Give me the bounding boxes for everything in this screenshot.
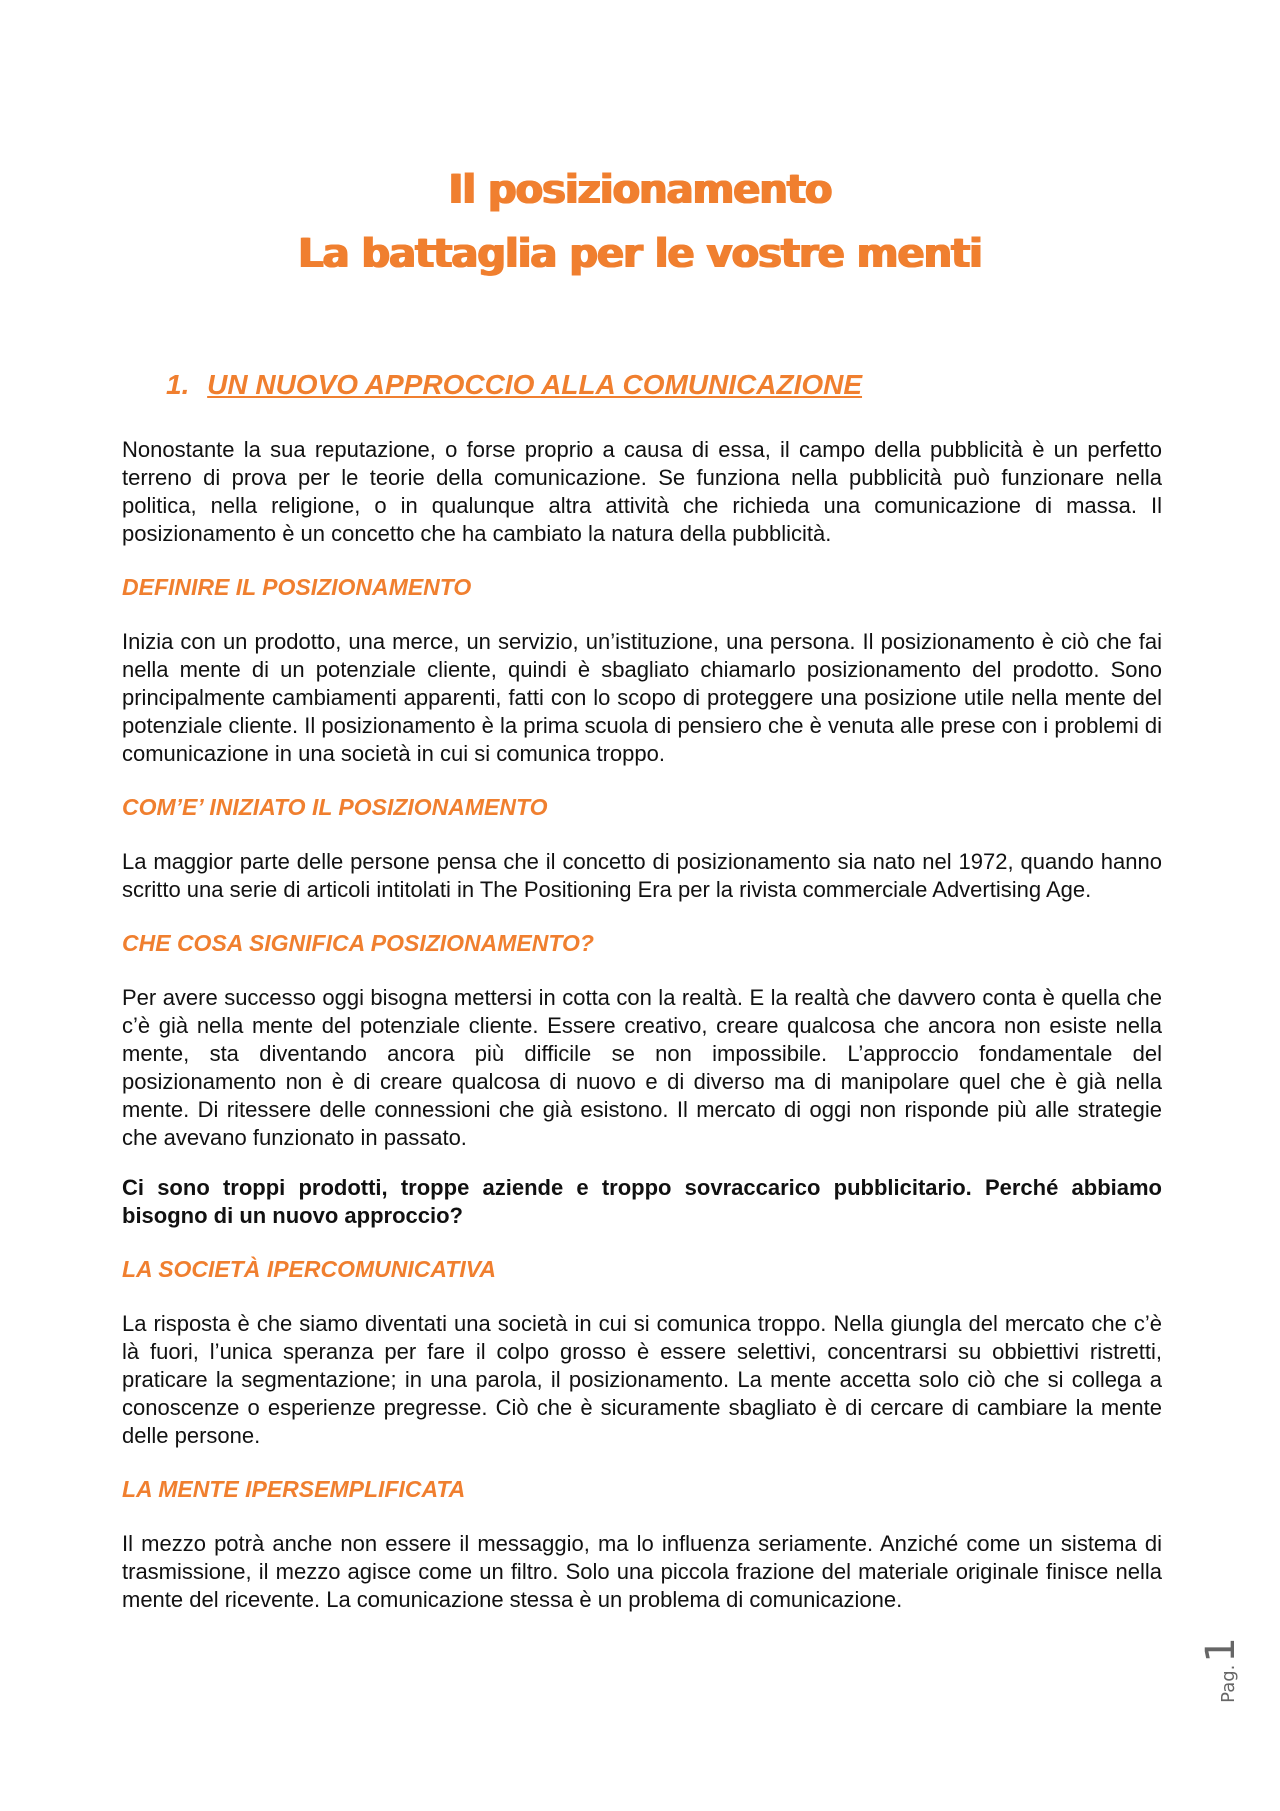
title-line-1: Il posizionamento <box>448 167 832 213</box>
subheading-iniziato: COM’E’ INIZIATO IL POSIZIONAMENTO <box>122 794 548 820</box>
paragraph-definire: Inizia con un prodotto, una merce, un servizio, un’istituzione, una persona. Il posizionamento è ciò che fai nella mente di un potenziale cliente, quindi è sbagliato chiamarlo posizionamento del prodotto. Sono principalmente cambiamenti apparenti, fatti con lo scopo di proteggere una posizione utile nella mente del potenziale cliente. Il posizionamento è la prima scuola di pensiero che è venuta alle prese con i problemi di comunicazione in una società in cui si comunica troppo. <box>122 629 1162 766</box>
section-number: 1. <box>166 369 190 400</box>
section-title-text: UN NUOVO APPROCCIO ALLA COMUNICAZIONE <box>207 369 863 400</box>
paragraph-intro: Nonostante la sua reputazione, o forse proprio a causa di essa, il campo della pubblicità è un perfetto terreno di prova per le teorie della comunicazione. Se funziona nella pubblicità può funzionare nella politica, nella religione, o in qualunque altra attività che richieda una comunicazione di massa. Il posizionamento è un concetto che ha cambiato la natura della pubblicità. <box>122 437 1162 546</box>
paragraph-mente: Il mezzo potrà anche non essere il messaggio, ma lo influenza seriamente. Anziché come un sistema di trasmissione, il mezzo agisce come un filtro. Solo una piccola frazione del materiale originale finisce nella mente del ricevente. La comunicazione stessa è un problema di comunicazione. <box>122 1531 1162 1612</box>
document-title <box>0 158 1280 286</box>
subheading-significa: CHE COSA SIGNIFICA POSIZIONAMENTO? <box>122 930 594 956</box>
paragraph-iniziato: La maggior parte delle persone pensa che il concetto di posizionamento sia nato nel 1972, quando hanno scritto una serie di articoli intitolati in The Positioning Era per la rivista commerciale Advertising Age. <box>122 849 1162 902</box>
paragraph-bold-question: Ci sono troppi prodotti, troppe aziende e troppo sovraccarico pubblicitario. Perché abbiamo bisogno di un nuovo approccio? <box>122 1175 1162 1228</box>
page-number-value: 1 <box>1198 1637 1244 1663</box>
subheading-definire: DEFINIRE IL POSIZIONAMENTO <box>122 574 472 600</box>
paragraph-significa: Per avere successo oggi bisogna mettersi in cotta con la realtà. E la realtà che davvero conta è quella che c’è già nella mente del potenziale cliente. Essere creativo, creare qualcosa che ancora non esiste nella mente, sta diventando ancora più difficile se non impossibile. L’approccio fondamentale del posizionamento non è di creare qualcosa di nuovo e di diverso ma di manipolare quel che è già nella mente. Di ritessere delle connessioni che già esistono. Il mercato di oggi non risponde più alle strategie che avevano funzionato in passato. <box>122 985 1162 1150</box>
subheading-mente: LA MENTE IPERSEMPLIFICATA <box>122 1476 466 1502</box>
paragraph-societa: La risposta è che siamo diventati una società in cui si comunica troppo. Nella giungla del mercato che c’è là fuori, l’unica speranza per fare il colpo grosso è essere selettivi, concentrarsi su obbiettivi ristretti, praticare la segmentazione; in una parola, il posizionamento. La mente accetta solo ciò che si collega a conoscenze o esperienze pregresse. Ciò che è sicuramente sbagliato è di cercare di cambiare la mente delle persone. <box>122 1311 1162 1448</box>
page-number <box>1198 1637 1258 1703</box>
section-heading <box>166 368 1162 402</box>
subheading-societa: LA SOCIETÀ IPERCOMUNICATIVA <box>122 1256 496 1282</box>
document-body <box>122 368 1162 1636</box>
page-label: Pag. <box>1218 1664 1239 1703</box>
title-line-2: La battaglia per le vostre menti <box>298 231 982 277</box>
